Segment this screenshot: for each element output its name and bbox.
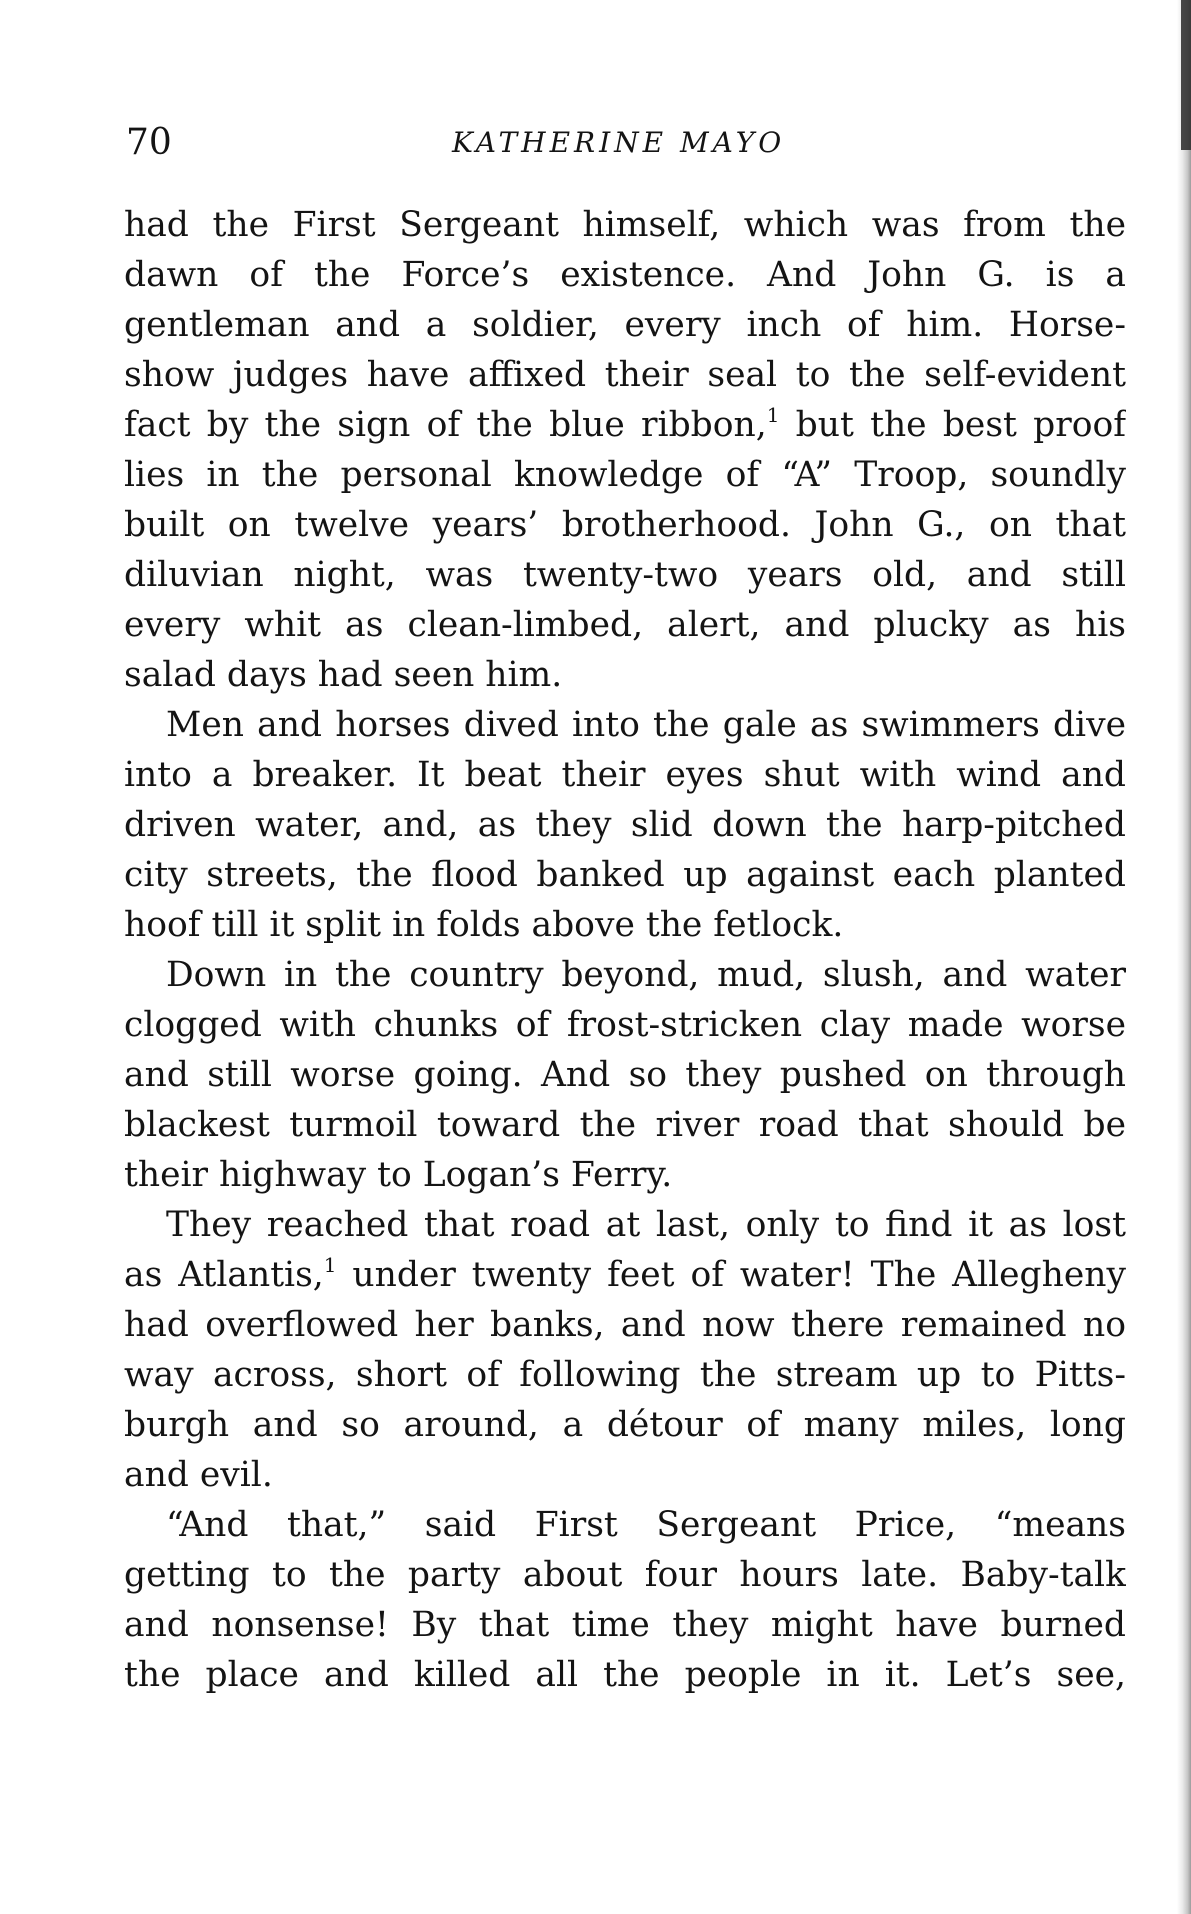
text-fragment: but the best proof xyxy=(779,405,1126,445)
text-line: driven water, and, as they slid down the harp-pitched xyxy=(124,805,1126,845)
running-head xyxy=(126,118,1126,168)
text-line: lies in the personal knowledge of “A” Troop, soundly xyxy=(124,455,1126,495)
text-fragment: as Atlantis, xyxy=(124,1255,324,1295)
text-line-with-footnote xyxy=(124,1250,1126,1300)
page-binding-edge-dark xyxy=(1181,0,1191,150)
text-line: their highway to Logan’s Ferry. xyxy=(124,1155,673,1195)
text-line: and evil. xyxy=(124,1455,273,1495)
footnote-marker: 1 xyxy=(766,403,780,427)
paragraph xyxy=(124,1500,1126,1700)
text-line: city streets, the flood banked up against each planted xyxy=(124,855,1126,895)
text-line: They reached that road at last, only to find it as lost xyxy=(166,1205,1126,1245)
text-line: built on twelve years’ brotherhood. John G., on that xyxy=(124,505,1126,545)
paragraph xyxy=(124,950,1126,1200)
footnote-marker: 1 xyxy=(323,1253,337,1277)
text-line: blackest turmoil toward the river road that should be xyxy=(124,1105,1126,1145)
body-text xyxy=(124,200,1126,1700)
text-line: had the First Sergeant himself, which was from the xyxy=(124,205,1126,245)
text-line: and nonsense! By that time they might have burned xyxy=(124,1605,1126,1645)
text-fragment: under twenty feet of water! The Allegheny xyxy=(336,1255,1126,1295)
paragraph xyxy=(124,1200,1126,1500)
paragraph xyxy=(124,200,1126,700)
text-line: way across, short of following the stream up to Pitts- xyxy=(124,1355,1126,1395)
text-line: salad days had seen him. xyxy=(124,655,563,695)
text-line-with-footnote xyxy=(124,400,1126,450)
page-number: 70 xyxy=(126,122,172,163)
text-line: Men and horses dived into the gale as swimmers dive xyxy=(166,705,1126,745)
text-line: hoof till it split in folds above the fetlock. xyxy=(124,905,844,945)
text-line: dawn of the Force’s existence. And John G. is a xyxy=(124,255,1126,295)
text-fragment: fact by the sign of the blue ribbon, xyxy=(124,405,767,445)
text-line: gentleman and a soldier, every inch of him. Horse- xyxy=(124,305,1126,345)
text-line: “And that,” said First Sergeant Price, “means xyxy=(166,1505,1126,1545)
text-line: show judges have affixed their seal to the self-evident xyxy=(124,355,1126,395)
text-line: the place and killed all the people in it. Let’s see, xyxy=(124,1655,1126,1695)
text-line: Down in the country beyond, mud, slush, and water xyxy=(166,955,1126,995)
text-line: into a breaker. It beat their eyes shut with wind and xyxy=(124,755,1126,795)
text-line: every whit as clean-limbed, alert, and plucky as his xyxy=(124,605,1126,645)
paragraph xyxy=(124,700,1126,950)
text-line: burgh and so around, a détour of many miles, long xyxy=(124,1405,1126,1445)
text-line: getting to the party about four hours late. Baby-talk xyxy=(124,1555,1126,1595)
text-line: and still worse going. And so they pushed on through xyxy=(124,1055,1126,1095)
running-title: KATHERINE MAYO xyxy=(452,126,786,159)
text-line: diluvian night, was twenty-two years old, and still xyxy=(124,555,1126,595)
text-line: clogged with chunks of frost-stricken clay made worse xyxy=(124,1005,1126,1045)
text-line: had overflowed her banks, and now there remained no xyxy=(124,1305,1126,1345)
page-binding-edge xyxy=(1177,0,1191,1914)
